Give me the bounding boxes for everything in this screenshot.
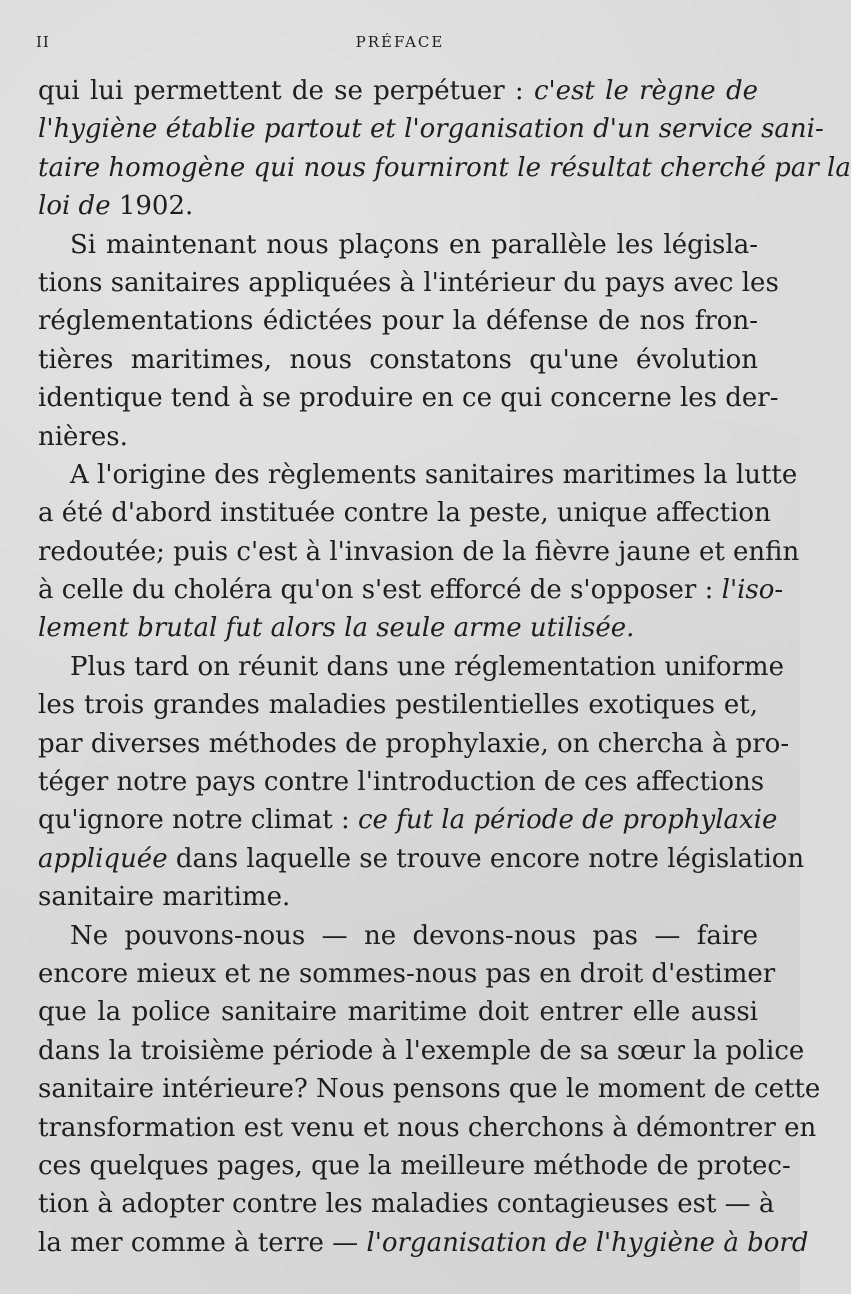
text-segment: réglementations édictées pour la défense de nos fron- [38,306,758,337]
text-line [38,993,758,1031]
italic-segment: taire homogène qui nous fourniront le résultat cherché par la [38,152,851,183]
text-line [38,648,784,686]
italic-segment: c'est le règne de [533,76,758,106]
running-head-title: PRÉFACE [355,33,445,51]
text-line [38,1109,817,1147]
text-line [38,494,771,532]
text-segment: Ne pouvons-nous — ne devons-nous pas — faire [70,920,758,951]
text-segment: ces quelques pages, que la meilleure méthode de protec- [38,1150,791,1181]
page-number: II [36,33,50,51]
text-line [38,149,851,187]
body-text [38,72,851,1262]
text-line [38,72,758,110]
text-segment: identique tend à se produire en ce qui concerne les der- [38,383,779,414]
text-segment: tions sanitaires appliquées à l'intérieur du pays avec les [38,267,779,298]
text-line [38,533,800,571]
text-line [38,302,758,340]
text-line [38,341,758,379]
text-line [38,418,758,456]
text-segment: sanitaire maritime. [38,882,291,913]
text-segment: transformation est venu et nous cherchons à démontrer en [38,1112,817,1143]
text-line [38,1185,775,1223]
text-line [38,609,758,647]
text-line [38,379,779,417]
text-line [38,763,765,801]
text-line [38,264,779,302]
text-segment: tières maritimes, nous constatons qu'une évolution [38,344,758,375]
text-line [38,878,758,916]
running-head [0,33,800,53]
text-segment: redoutée; puis c'est à l'invasion de la fièvre jaune et enfin [38,536,800,567]
text-line [38,840,805,878]
text-line [38,917,758,955]
text-line [38,571,784,609]
text-line [38,187,758,225]
text-segment: que la police sanitaire maritime doit entrer elle aussi [38,997,758,1028]
text-segment: à celle du choléra qu'on s'est efforcé de s'opposer : [38,575,722,606]
text-segment: Si maintenant nous plaçons en parallèle les législa- [70,229,758,260]
text-segment: Plus tard on réunit dans une réglementation uniforme [70,651,784,682]
text-line [38,801,778,839]
text-line [38,1224,809,1262]
text-segment: la mer comme à terre — [38,1227,367,1258]
text-line [38,110,824,148]
text-line [38,686,758,724]
text-line [38,1032,805,1070]
italic-segment: appliquée [38,843,168,874]
italic-segment: l'iso- [721,575,784,606]
text-segment: dans laquelle se trouve encore notre législation [167,843,805,874]
text-line [38,955,776,993]
text-segment: A l'origine des règlements sanitaires maritimes la lutte [70,459,798,490]
italic-segment: ce fut la période de prophylaxie [358,805,778,836]
text-line [38,1147,791,1185]
text-segment: téger notre pays contre l'introduction de ces affections [38,767,765,798]
italic-segment: l'hygiène établie partout et l'organisation d'un service sani- [38,114,824,145]
text-segment: dans la troisième période à l'exemple de sa sœur la police [38,1035,805,1066]
text-segment: encore mieux et ne sommes-nous pas en droit d'estimer [38,958,776,989]
text-line [38,1070,821,1108]
text-segment: qui lui permettent de se perpétuer : [38,76,534,106]
text-segment: nières. [38,421,128,452]
text-segment: qu'ignore notre climat : [38,805,358,836]
text-segment: 1902. [118,191,194,222]
italic-segment: l'organisation de l'hygiène à bord [366,1227,809,1258]
text-segment: tion à adopter contre les maladies contagieuses est — à [38,1189,775,1220]
italic-segment: loi de [38,191,119,222]
text-segment: a été d'abord instituée contre la peste, unique affection [38,498,771,529]
text-line [38,456,798,494]
italic-segment: lement brutal fut alors la seule arme utilisée. [38,613,635,644]
text-segment: sanitaire intérieure? Nous pensons que le moment de cette [38,1074,821,1105]
text-segment: les trois grandes maladies pestilentielles exotiques et, [38,690,758,721]
text-line [38,725,790,763]
text-segment: par diverses méthodes de prophylaxie, on chercha à pro- [38,728,790,759]
text-line [38,226,758,264]
